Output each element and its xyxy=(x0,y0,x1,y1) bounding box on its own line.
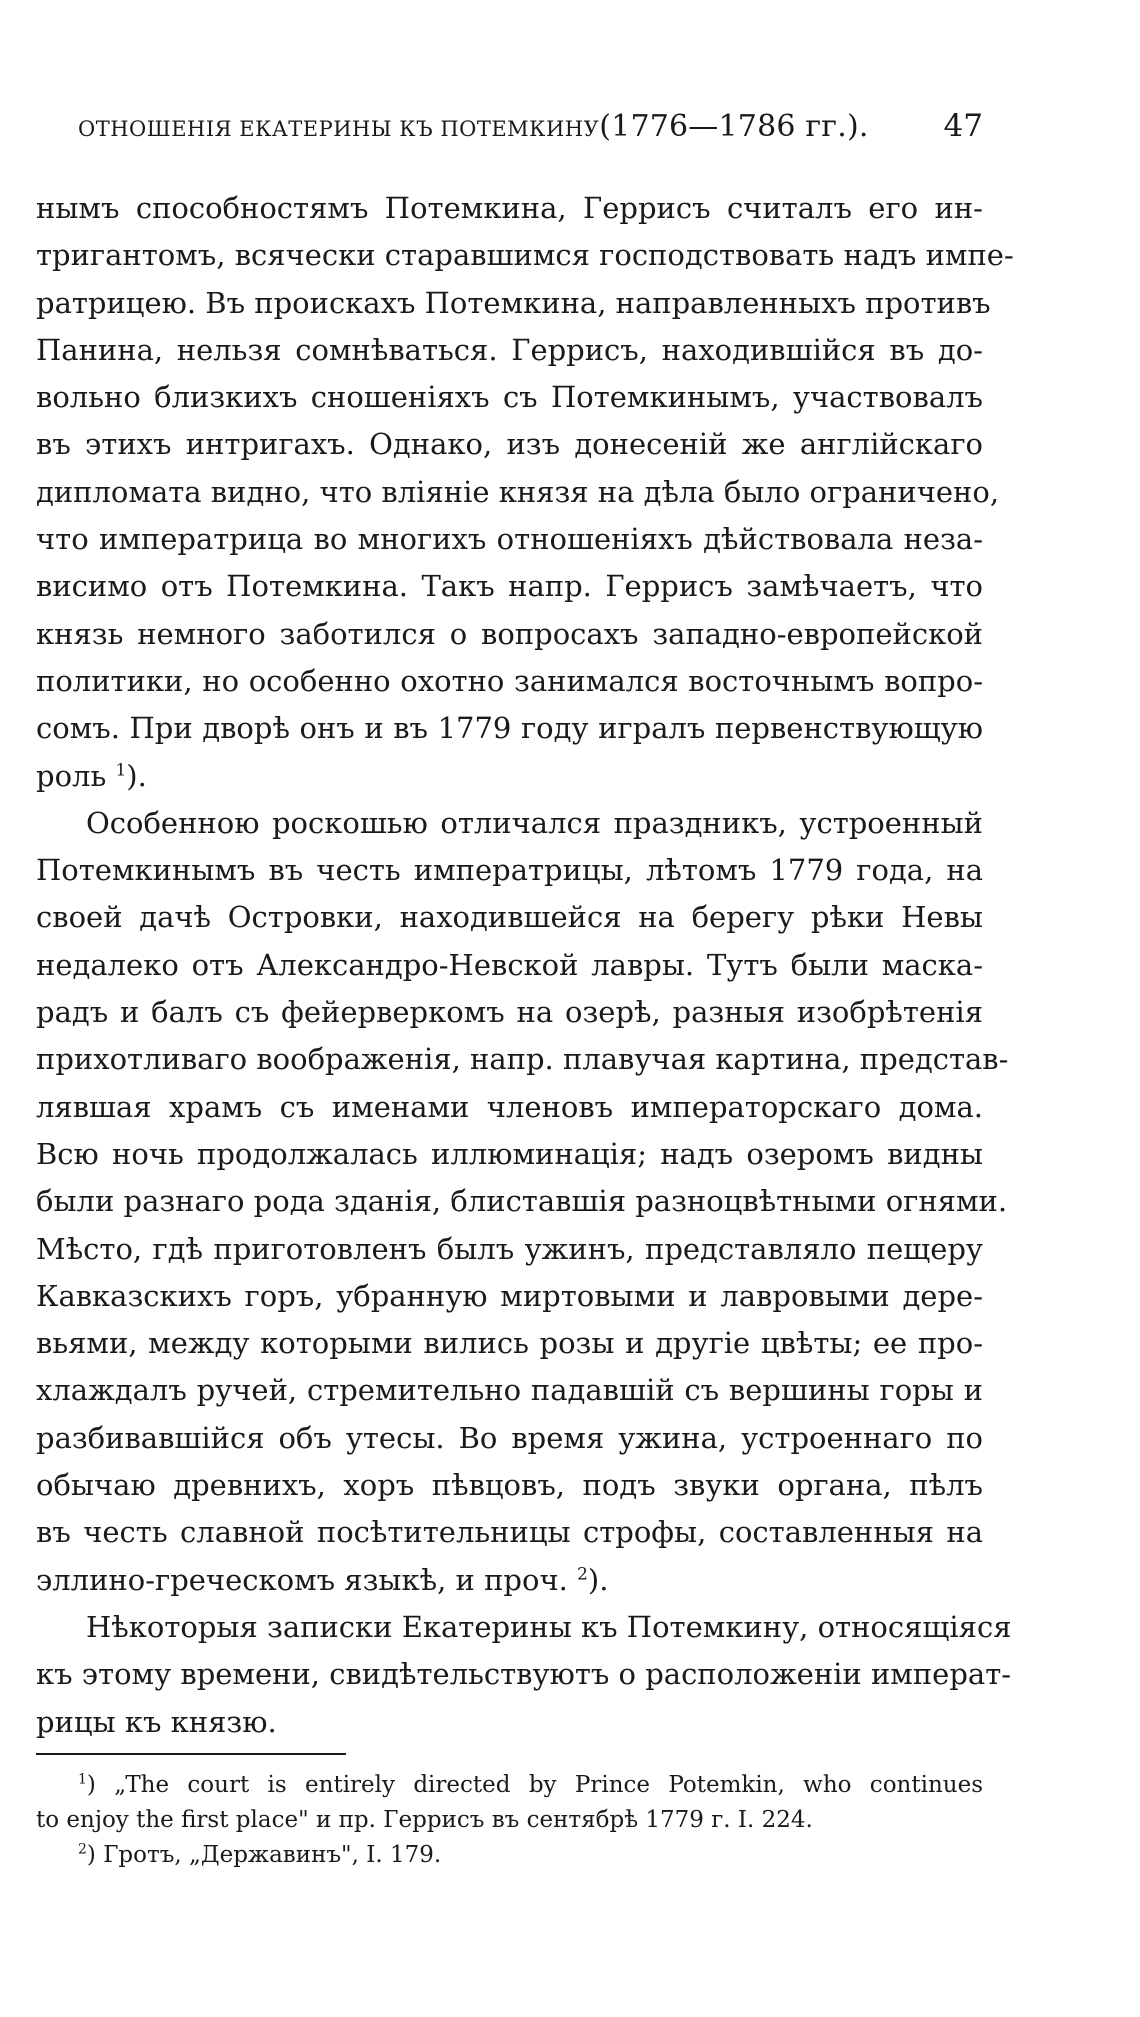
text-fragment: ). xyxy=(126,758,147,793)
footnote-divider xyxy=(36,1753,346,1755)
text-line: Потемкинымъ въ честь императрицы, лѣтомъ 1779 года, на xyxy=(36,853,983,888)
page-number: 47 xyxy=(943,108,983,144)
header-title-text: ОТНОШЕНІЯ ЕКАТЕРИНЫ КЪ ПОТЕМКИНУ xyxy=(78,117,600,141)
text-line: вьями, между которыми вились розы и другіе цвѣты; ее про- xyxy=(36,1326,983,1361)
text-line: Нѣкоторыя записки Екатерины къ Потемкину, относящіяся xyxy=(86,1609,1012,1644)
text-fragment: эллино-греческомъ языкѣ, и проч. xyxy=(36,1562,568,1597)
text-line: въ честь славной посѣтительницы строфы, составленныя на xyxy=(36,1515,983,1550)
paragraph-2 xyxy=(36,800,1009,1604)
footnote-2 xyxy=(36,1838,983,1873)
text-fragment: роль xyxy=(36,758,107,793)
text-line: Панина, нельзя сомнѣваться. Геррисъ, находившійся въ до- xyxy=(36,332,983,367)
text-line: висимо отъ Потемкина. Такъ напр. Геррисъ замѣчаетъ, что xyxy=(36,569,983,604)
text-line: тригантомъ, всячески старавшимся господствовать надъ импе- xyxy=(36,238,1014,273)
text-line-last: рицы къ князю. xyxy=(36,1704,277,1739)
text-line: своей дачѣ Островки, находившейся на берегу рѣки Невы xyxy=(36,900,983,935)
text-line: вольно близкихъ сношеніяхъ съ Потемкинымъ, участвовалъ xyxy=(36,380,983,415)
text-line: разбивавшійся объ утесы. Во время ужина, устроеннаго по xyxy=(36,1420,983,1455)
text-line: радъ и балъ съ фейерверкомъ на озерѣ, разныя изобрѣтенія xyxy=(36,995,983,1030)
text-line: обычаю древнихъ, хоръ пѣвцовъ, подъ звуки органа, пѣлъ xyxy=(36,1468,983,1503)
text-line: нымъ способностямъ Потемкина, Геррисъ считалъ его ин- xyxy=(36,191,983,225)
footnote-mark: 2 xyxy=(78,1841,87,1858)
text-line: Кавказскихъ горъ, убранную миртовыми и лавровыми дере- xyxy=(36,1278,983,1313)
text-line: дипломата видно, что вліяніе князя на дѣла было ограничено, xyxy=(36,474,1000,509)
footnote-1 xyxy=(36,1768,983,1838)
footnote-text: ) Гротъ, „Державинъ", I. 179. xyxy=(86,1842,442,1868)
header-title-years: (1776—1786 гг.). xyxy=(599,109,869,144)
footnote-text: ) „The court is entirely directed by Prince Potemkin, who continues xyxy=(86,1772,983,1798)
footnote-mark: 1 xyxy=(78,1771,87,1788)
body-text xyxy=(36,185,1014,1746)
footnote-line: to enjoy the first place" и пр. Геррисъ въ сентябрѣ 1779 г. I. 224. xyxy=(36,1807,813,1833)
text-line: что императрица во многихъ отношеніяхъ дѣйствовала неза- xyxy=(36,522,983,557)
text-line-last xyxy=(36,753,983,800)
footnotes xyxy=(36,1768,983,1873)
footnote-ref-2[interactable]: 2 xyxy=(577,1563,588,1584)
text-line: политики, но особенно охотно занимался восточнымъ вопро- xyxy=(36,663,983,698)
text-line: прихотливаго воображенія, напр. плавучая картина, представ- xyxy=(36,1042,1009,1077)
text-line: хлаждалъ ручей, стремительно падавшій съ вершины горы и xyxy=(36,1373,983,1408)
text-line: князь немного заботился о вопросахъ западно-европейской xyxy=(36,616,983,651)
text-fragment: ). xyxy=(587,1562,609,1597)
paragraph-1 xyxy=(36,185,1014,800)
paragraph-3 xyxy=(36,1604,1012,1746)
footnote-line xyxy=(36,1838,983,1873)
text-line: сомъ. При дворѣ онъ и въ 1779 году игралъ первенствующую xyxy=(36,711,983,746)
text-line: въ этихъ интригахъ. Однако, изъ донесеній же англійскаго xyxy=(36,427,983,462)
header-title xyxy=(78,109,869,144)
text-line: были разнаго рода зданія, блиставшія разноцвѣтными огнями. xyxy=(36,1184,1008,1219)
text-line: ратрицею. Въ проискахъ Потемкина, направленныхъ противъ xyxy=(36,285,991,320)
text-line: недалеко отъ Александро-Невской лавры. Тутъ были маска- xyxy=(36,947,983,982)
footnote-line xyxy=(36,1768,983,1803)
text-line: Всю ночь продолжалась иллюминація; надъ озеромъ видны xyxy=(36,1136,983,1171)
text-line-last xyxy=(36,1557,983,1604)
text-line: къ этому времени, свидѣтельствуютъ о расположеніи императ- xyxy=(36,1657,1012,1692)
running-header xyxy=(78,108,983,152)
footnote-ref-1[interactable]: 1 xyxy=(115,759,127,780)
text-line: Особенною роскошью отличался праздникъ, устроенный xyxy=(86,805,983,840)
text-line: Мѣсто, гдѣ приготовленъ былъ ужинъ, представляло пещеру xyxy=(36,1231,983,1266)
text-line: лявшая храмъ съ именами членовъ императорскаго дома. xyxy=(36,1089,983,1124)
